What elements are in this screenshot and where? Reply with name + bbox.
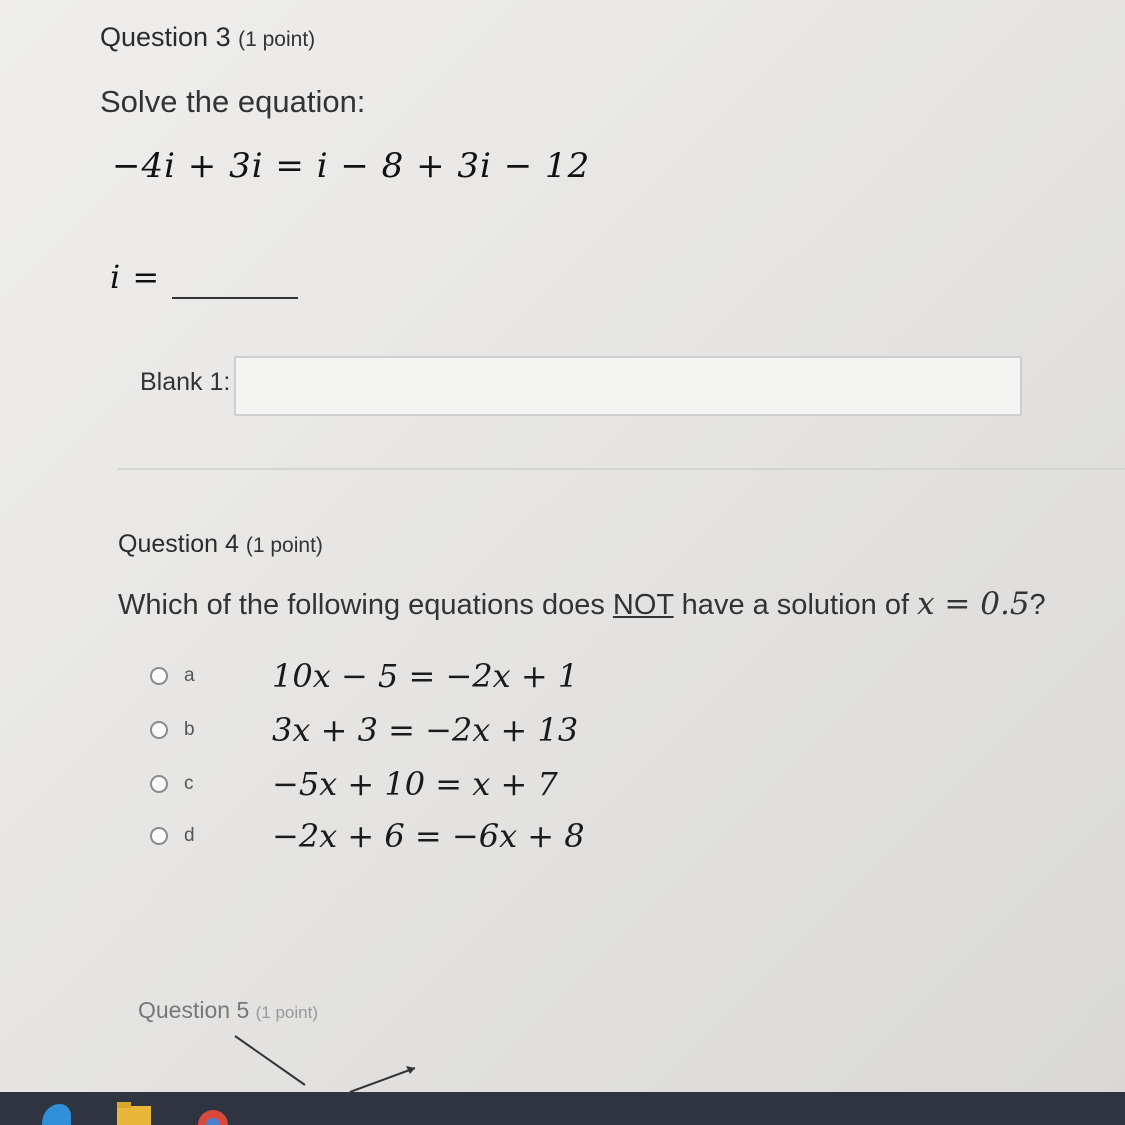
option-c-letter: c (184, 773, 194, 794)
option-d-equation: −2x + 6 = −6x + 8 (272, 817, 585, 855)
edge-icon[interactable] (38, 1098, 72, 1125)
option-d-letter: d (184, 825, 195, 846)
option-d[interactable] (150, 816, 585, 856)
radio-button-c[interactable] (150, 775, 168, 793)
prompt-end: ? (1029, 589, 1046, 621)
question-4-label: Question 4 (118, 530, 239, 558)
radio-button-d[interactable] (150, 827, 168, 845)
question-5-label: Question 5 (138, 997, 250, 1023)
option-b-letter: b (184, 719, 195, 740)
question-4-prompt (118, 586, 1046, 622)
folder-icon[interactable] (117, 1098, 151, 1125)
option-c-equation: −5x + 10 = x + 7 (272, 765, 558, 803)
option-a-letter: a (184, 665, 195, 686)
question-4-title (118, 530, 323, 559)
option-b-equation: 3x + 3 = −2x + 13 (272, 711, 579, 749)
question-3-points: (1 point) (238, 28, 316, 51)
question-5-points: (1 point) (255, 1003, 319, 1022)
question-3-equation: −4i + 3i = i − 8 + 3i − 12 (112, 146, 591, 186)
answer-blank-line (172, 297, 298, 299)
question-divider (118, 468, 1125, 470)
prompt-emphasis: NOT (612, 589, 674, 621)
option-c[interactable] (150, 764, 558, 804)
radio-button-a[interactable] (150, 667, 168, 685)
question-4-points: (1 point) (245, 534, 323, 557)
question-3-prompt: Solve the equation: (100, 84, 366, 119)
blank-1-label: Blank 1: (140, 368, 231, 396)
blank-1-input[interactable] (234, 356, 1022, 416)
answer-variable: i = (110, 258, 161, 296)
option-b[interactable] (150, 710, 578, 750)
option-a-equation: 10x − 5 = −2x + 1 (272, 657, 579, 695)
question-3-label: Question 3 (100, 22, 231, 52)
question-5-title (138, 997, 318, 1024)
question-3-title (100, 22, 315, 53)
option-a[interactable] (150, 656, 578, 696)
prompt-text-2: have a solution of (673, 589, 918, 621)
taskbar (0, 1092, 1125, 1125)
prompt-math: x = 0.5 (917, 586, 1030, 622)
prompt-text-1: Which of the following equations does (118, 589, 613, 621)
chrome-icon[interactable] (196, 1098, 230, 1125)
radio-button-b[interactable] (150, 721, 168, 739)
question-5-figure (220, 1030, 440, 1092)
